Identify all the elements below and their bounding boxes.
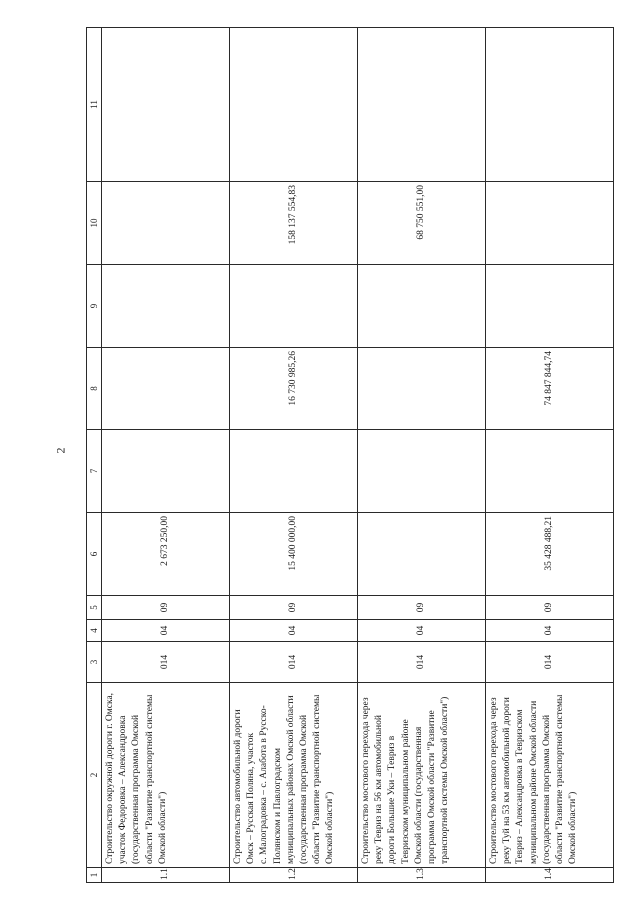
header-cell: 10 <box>87 182 102 265</box>
cell-code-4: 04 <box>486 620 614 642</box>
header-cell: 7 <box>87 430 102 513</box>
cell-code-4: 04 <box>102 620 230 642</box>
cell-amount-11 <box>486 28 614 182</box>
cell-amount-7 <box>102 430 230 513</box>
cell-amount-10: 68 750 551,00 <box>358 182 486 265</box>
cell-amount-11 <box>230 28 358 182</box>
table-row <box>486 28 614 883</box>
header-cell: 4 <box>87 620 102 642</box>
cell-code-5: 09 <box>102 596 230 620</box>
cell-amount-11 <box>102 28 230 182</box>
cell-amount-8: 16 730 985,26 <box>230 348 358 430</box>
cell-code-3: 014 <box>358 642 486 683</box>
row-number: 1.2 <box>230 868 358 883</box>
cell-amount-9 <box>486 265 614 348</box>
cell-code-5: 09 <box>230 596 358 620</box>
cell-amount-9 <box>230 265 358 348</box>
cell-code-3: 014 <box>486 642 614 683</box>
cell-code-4: 04 <box>230 620 358 642</box>
cell-amount-10 <box>102 182 230 265</box>
cell-amount-7 <box>486 430 614 513</box>
cell-amount-9 <box>102 265 230 348</box>
cell-code-3: 014 <box>102 642 230 683</box>
row-description: Строительство мостового перехода через реку Тевриз на 56 км автомобильной дороги Большие Уки – Тевриз в Тевризском муниципальном районе Омской области (государственная программа Омской области "Развитие транспортной системы Омской области") <box>358 683 486 868</box>
cell-amount-6: 2 673 250,00 <box>102 513 230 596</box>
cell-amount-6 <box>358 513 486 596</box>
cell-code-5: 09 <box>358 596 486 620</box>
row-description: Строительство автомобильной дороги Омск – Русская Поляна, участок с. Малоградовка – с. Алабота в Русско- Полянском и Павлоградском муниципальных районах Омской области (государственная программа Омской области "Развитие транспортной системы Омской области") <box>230 683 358 868</box>
row-description: Строительство мостового перехода через реку Туй на 53 км автомобильной дороги Тевриз – Александровка в Тевризском муниципальном районе Омской области (государственная программа Омской области "Развитие транспортной системы Омской области") <box>486 683 614 868</box>
cell-amount-6: 15 400 000,00 <box>230 513 358 596</box>
cell-amount-7 <box>358 430 486 513</box>
cell-amount-9 <box>358 265 486 348</box>
cell-amount-10 <box>486 182 614 265</box>
table-row <box>230 28 358 883</box>
cell-code-4: 04 <box>358 620 486 642</box>
cell-amount-8 <box>358 348 486 430</box>
header-cell: 1 <box>87 868 102 883</box>
header-cell: 3 <box>87 642 102 683</box>
page-number: 2 <box>53 447 68 454</box>
header-row <box>87 28 102 883</box>
header-cell: 6 <box>87 513 102 596</box>
cell-amount-7 <box>230 430 358 513</box>
cell-amount-11 <box>358 28 486 182</box>
cell-amount-8: 74 847 844,74 <box>486 348 614 430</box>
cell-amount-6: 35 428 488,21 <box>486 513 614 596</box>
header-cell: 5 <box>87 596 102 620</box>
cell-amount-10: 158 137 554,83 <box>230 182 358 265</box>
table-row <box>358 28 486 883</box>
header-cell: 8 <box>87 348 102 430</box>
header-cell: 11 <box>87 28 102 182</box>
cell-amount-8 <box>102 348 230 430</box>
budget-table <box>86 27 614 883</box>
cell-code-3: 014 <box>230 642 358 683</box>
row-number: 1.3 <box>358 868 486 883</box>
cell-code-5: 09 <box>486 596 614 620</box>
header-cell: 2 <box>87 683 102 868</box>
row-description: Строительство окружной дороги г. Омска, участок Федоровка – Александровка (государственная программа Омской области "Развитие транспортной системы Омской области") <box>102 683 230 868</box>
table-row <box>102 28 230 883</box>
row-number: 1.4 <box>486 868 614 883</box>
row-number: 1.1 <box>102 868 230 883</box>
header-cell: 9 <box>87 265 102 348</box>
rotated-table-container <box>86 28 594 883</box>
